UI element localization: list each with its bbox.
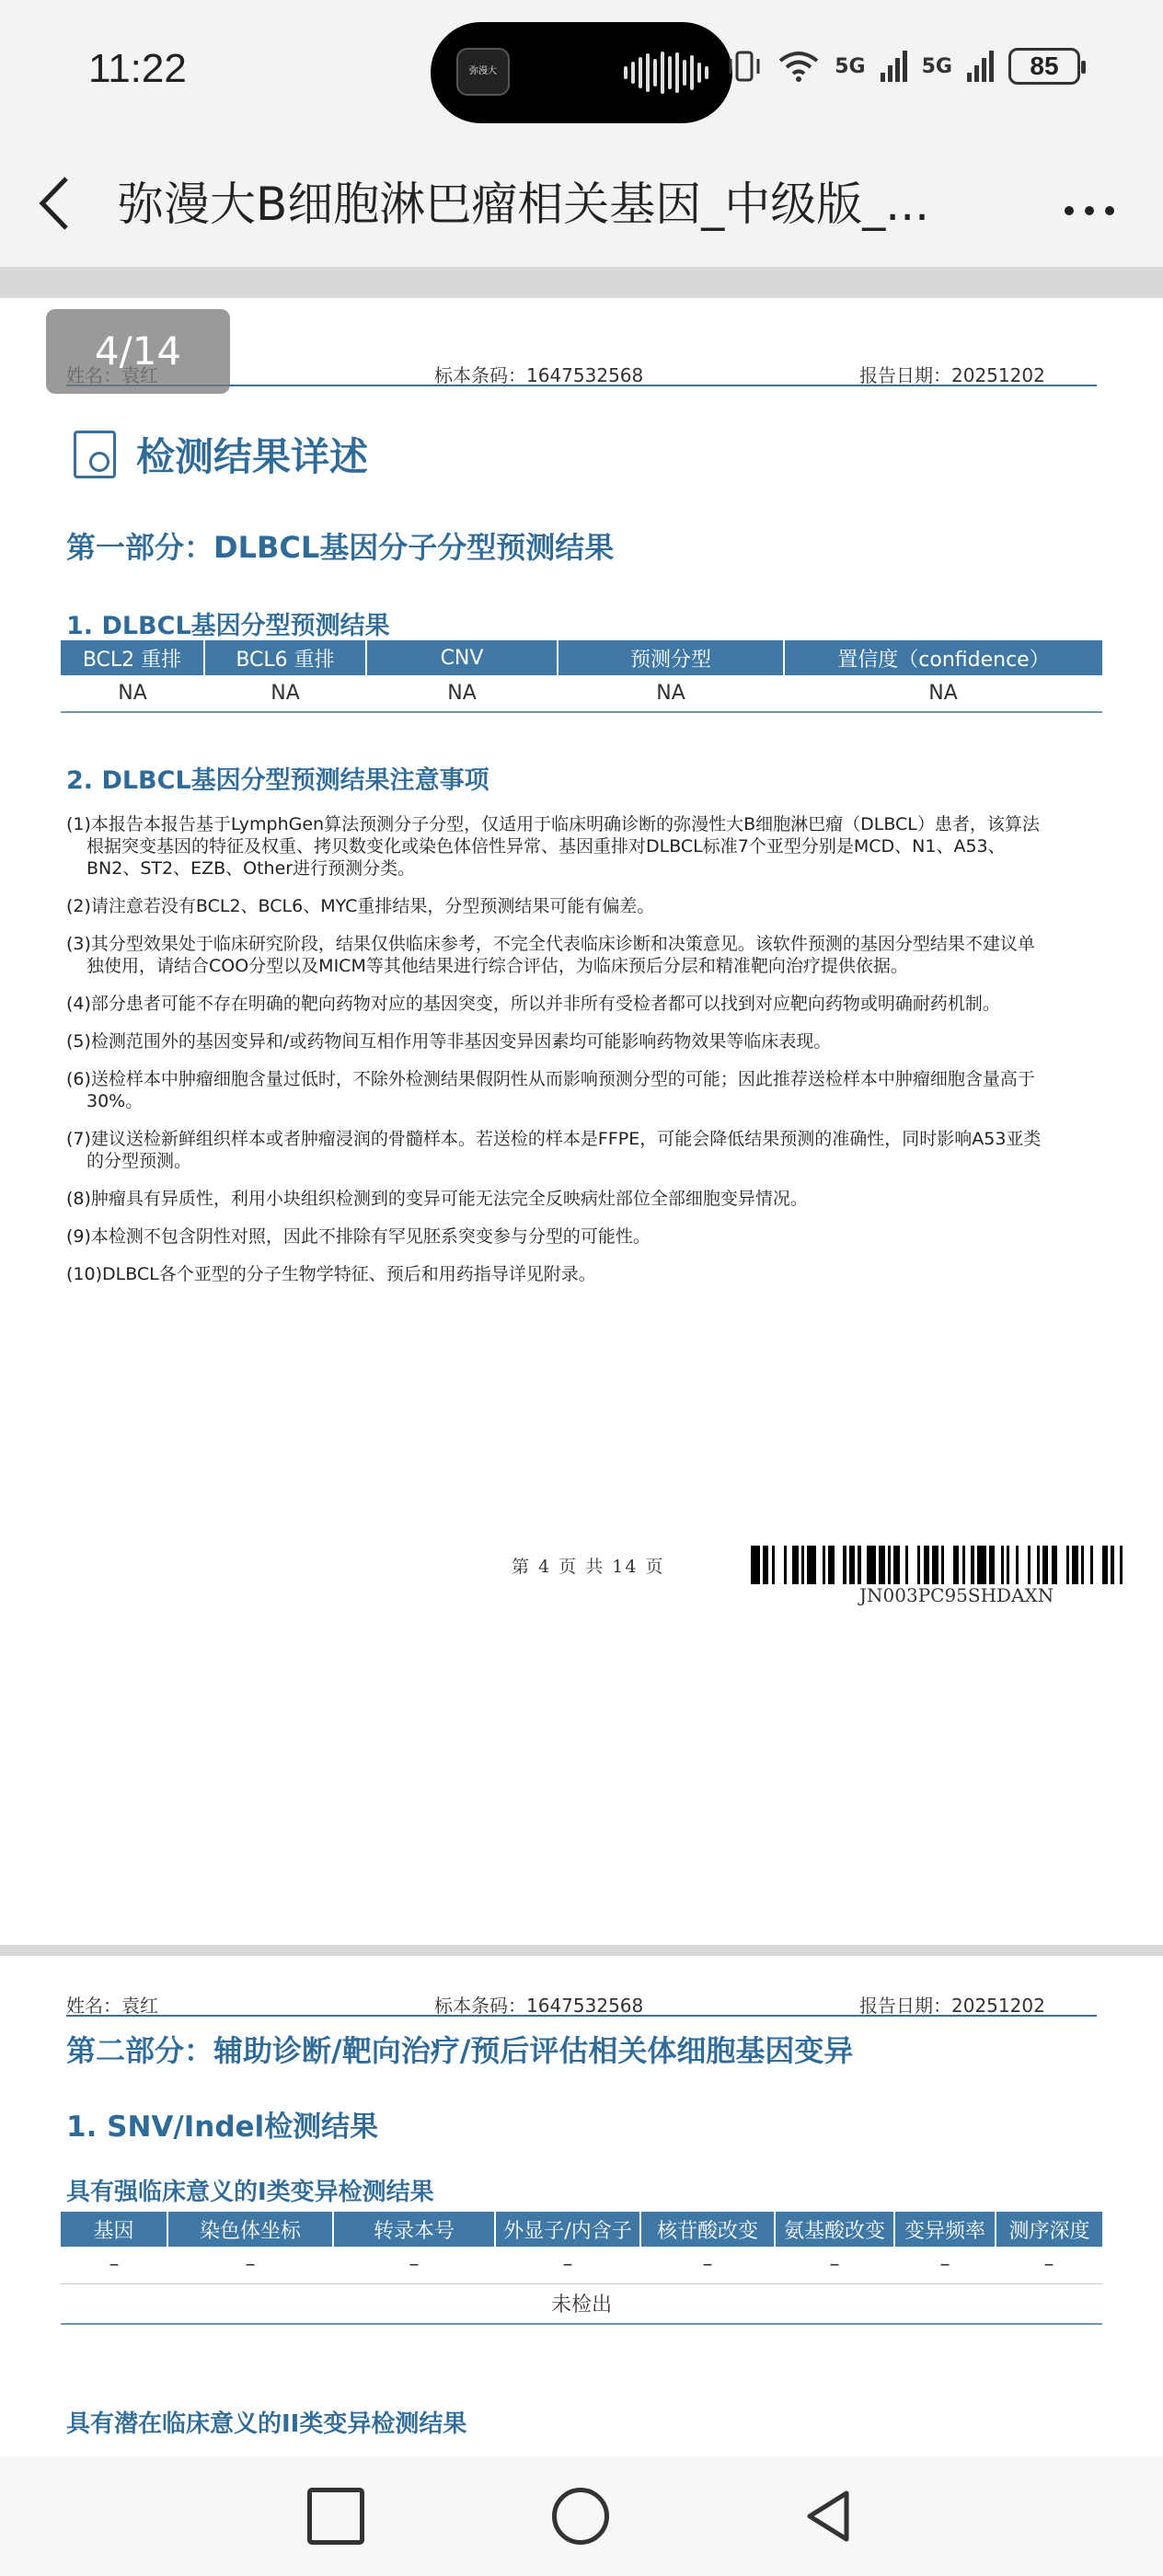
note-item: (4)部分患者可能不存在明确的靶向药物对应的基因突变，所以并非所有受检者都可以找到对应靶向药物或明确耐药机制。 xyxy=(66,994,1000,1014)
col-header: 变异频率 xyxy=(894,2212,996,2247)
col-header: BCL6 重排 xyxy=(204,640,366,675)
system-back-button[interactable] xyxy=(800,2488,858,2545)
triangle-back-icon xyxy=(800,2488,858,2545)
class1-title: 具有强临床意义的I类变异检测结果 xyxy=(66,2179,434,2206)
network-type-1: 5G xyxy=(835,54,866,78)
sample-code: 标本条码：1647532568 xyxy=(434,1995,644,2017)
battery-icon: 85 xyxy=(1008,48,1080,85)
class2-title: 具有潜在临床意义的II类变异检测结果 xyxy=(66,2410,467,2438)
signal-icon-1 xyxy=(881,51,907,82)
note-item: (8)肿瘤具有异质性，利用小块组织检测到的变异可能无法完全反映病灶部位全部细胞变异情况。 xyxy=(66,1189,808,1209)
back-button[interactable] xyxy=(37,166,92,239)
not-detected-note: 未检出 xyxy=(61,2283,1102,2324)
note-item: (6)送检样本中肿瘤细胞含量过低时，不除外检测结果假阴性从而影响预测分型的可能；因此推荐送检样本中肿瘤细胞含量高于30%。 xyxy=(66,1069,1035,1111)
page-indicator: 4/14 xyxy=(46,309,230,394)
col-header: 外显子/内含子 xyxy=(495,2212,640,2247)
network-type-2: 5G xyxy=(921,54,952,78)
table-row xyxy=(61,2283,1102,2324)
report-date: 报告日期：20251202 xyxy=(859,1995,1045,2017)
wifi-icon xyxy=(777,50,820,83)
table-cell: – xyxy=(640,2247,775,2283)
table-cell: NA xyxy=(204,675,366,712)
table-cell: NA xyxy=(784,675,1102,712)
part2-title: 第二部分：辅助诊断/靶向治疗/预后评估相关体细胞基因变异 xyxy=(66,2033,854,2068)
table-row xyxy=(61,675,1102,712)
col-header: 预测分型 xyxy=(558,640,784,675)
col-header: 置信度（confidence） xyxy=(784,640,1102,675)
page-header xyxy=(66,1989,1097,2017)
note-item: (1)本报告本报告基于LymphGen算法预测分子分型，仅适用于临床明确诊断的弥漫性大B细胞淋巴瘤（DLBCL）患者，该算法根据突变基因的特征及权重、拷贝数变化或染色体倍性异常、基因重排对DLBCL标准7个亚型分别是MCD、N1、A53、BN2、ST2、EZB、Other进行预测分类。 xyxy=(66,814,1040,879)
barcode-image xyxy=(751,1546,1126,1584)
table-cell: NA xyxy=(61,675,204,712)
vibrate-icon xyxy=(726,48,763,85)
sample-code: 标本条码：1647532568 xyxy=(434,364,644,386)
col-header: 转录本号 xyxy=(333,2212,495,2247)
table-cell: – xyxy=(167,2247,333,2283)
system-navigation-bar xyxy=(0,2456,1163,2576)
table-cell: – xyxy=(495,2247,640,2283)
col-header: CNV xyxy=(366,640,558,675)
col-header: 核苷酸改变 xyxy=(640,2212,775,2247)
part1-title: 第一部分：DLBCL基因分子分型预测结果 xyxy=(66,530,615,565)
section-title: 检测结果详述 xyxy=(136,434,369,479)
col-header: BCL2 重排 xyxy=(61,640,204,675)
report-date: 报告日期：20251202 xyxy=(859,364,1045,386)
col-header: 基因 xyxy=(61,2212,167,2247)
table-cell: NA xyxy=(558,675,784,712)
status-icons xyxy=(726,48,1080,85)
pdf-page-4 xyxy=(0,298,1163,1945)
col-header: 测序深度 xyxy=(996,2212,1102,2247)
note-item: (3)其分型效果处于临床研究阶段，结果仅供临床参考，不完全代表临床诊断和决策意见。该软件预测的基因分型结果不建议单独使用，请结合COO分型以及MICM等其他结果进行综合评估，为临床预后分层和精准靶向治疗提供依据。 xyxy=(66,934,1035,976)
table-cell: – xyxy=(333,2247,495,2283)
note-item: (7)建议送检新鲜组织样本或者肿瘤浸润的骨髓样本。若送检的样本是FFPE，可能会降低结果预测的准确性，同时影响A53亚类的分型预测。 xyxy=(66,1129,1042,1171)
recents-button[interactable] xyxy=(307,2488,364,2545)
dlbcl-subtype-table xyxy=(61,640,1102,713)
table-cell: NA xyxy=(366,675,558,712)
snv-class1-table xyxy=(61,2212,1102,2325)
table-cell: – xyxy=(775,2247,894,2283)
table-cell: – xyxy=(61,2247,167,2283)
audio-wave-icon xyxy=(624,52,708,94)
table-row xyxy=(61,2247,1102,2283)
more-button[interactable] xyxy=(1062,169,1117,234)
table-cell: – xyxy=(996,2247,1102,2283)
patient-name: 姓名：袁红 xyxy=(66,1995,158,2017)
note-item: (5)检测范围外的基因变异和/或药物间互相作用等非基因变异因素均可能影响药物效果等临床表现。 xyxy=(66,1031,832,1052)
note-item: (10)DLBCL各个亚型的分子生物学特征、预后和用药指导详见附录。 xyxy=(66,1264,596,1284)
app-thumbnail-icon[interactable]: 弥漫大 xyxy=(456,48,510,96)
note-item: (9)本检测不包含阴性对照，因此不排除有罕见胚系突变参与分型的可能性。 xyxy=(66,1226,651,1247)
note-item: (2)请注意若没有BCL2、BCL6、MYC重排结果，分型预测结果可能有偏差。 xyxy=(66,896,655,916)
col-header: 氨基酸改变 xyxy=(775,2212,894,2247)
snv-indel-title: 1. SNV/Indel检测结果 xyxy=(66,2110,379,2144)
status-bar xyxy=(0,0,1163,138)
barcode-text: JN003PC95SHDAXN xyxy=(859,1584,1054,1606)
subsection2-title: 2. DLBCL基因分型预测结果注意事项 xyxy=(66,766,489,795)
home-button[interactable] xyxy=(552,2488,609,2545)
app-toolbar xyxy=(0,138,1163,267)
clock: 11:22 xyxy=(88,46,187,91)
page-footer-number: 第 4 页 共 14 页 xyxy=(512,1557,665,1577)
notes-list xyxy=(66,813,1042,1301)
signal-icon-2 xyxy=(967,51,994,82)
subsection1-title: 1. DLBCL基因分型预测结果 xyxy=(66,612,390,640)
pdf-viewer[interactable] xyxy=(0,267,1163,2456)
pdf-page-5 xyxy=(0,1956,1163,2456)
document-title: 弥漫大B细胞淋巴瘤相关基因_中级版_... xyxy=(118,178,929,231)
table-cell: – xyxy=(894,2247,996,2283)
report-search-icon xyxy=(74,431,116,478)
dynamic-island[interactable] xyxy=(431,22,732,123)
more-icon xyxy=(1062,201,1117,220)
chevron-left-icon xyxy=(37,171,74,236)
col-header: 染色体坐标 xyxy=(167,2212,333,2247)
